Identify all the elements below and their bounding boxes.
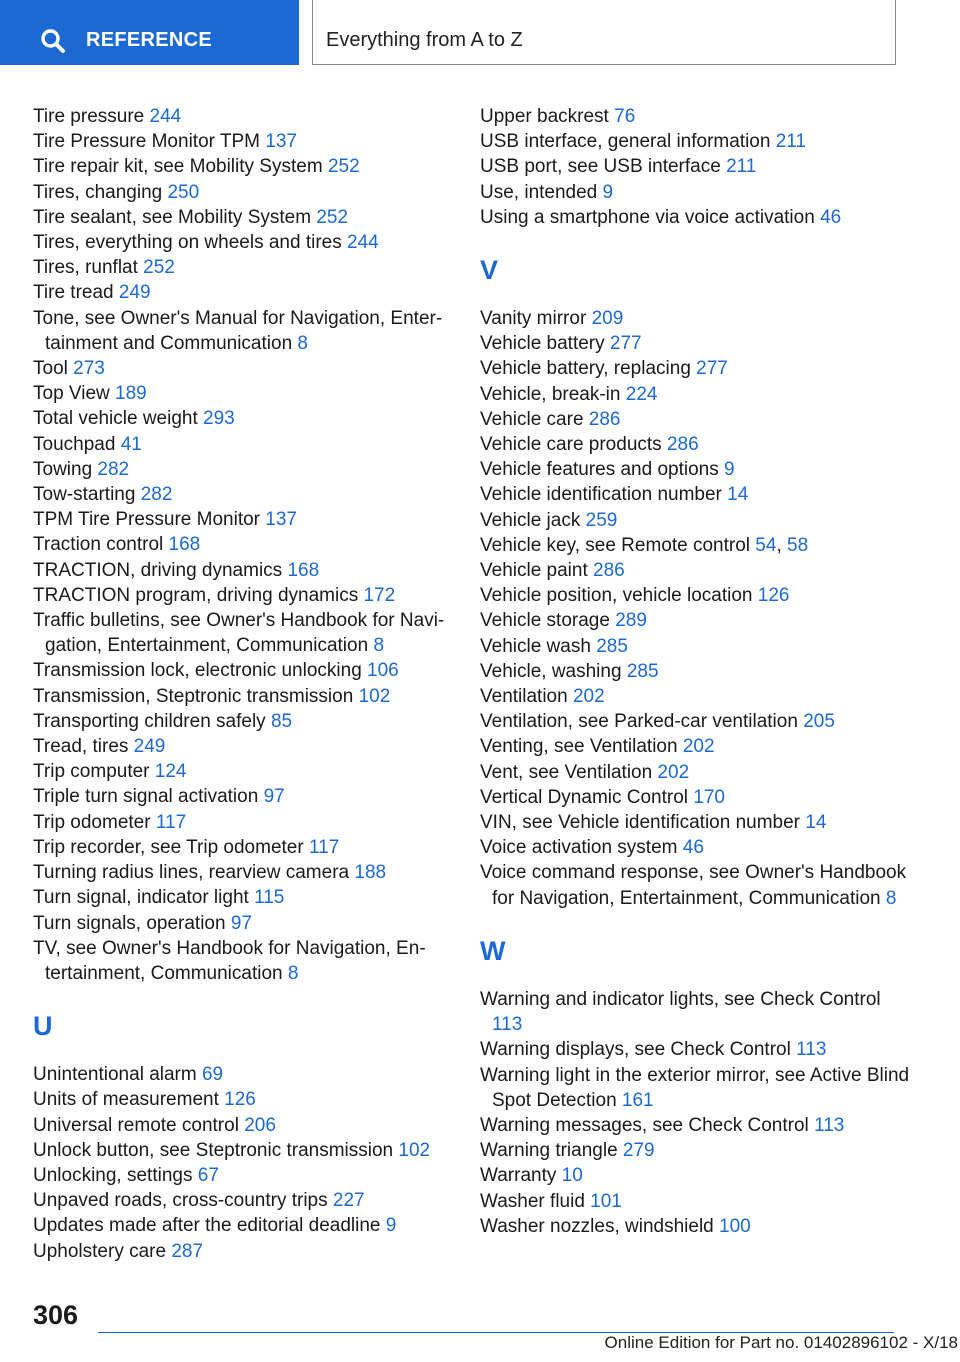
page-link[interactable]: 106: [367, 660, 399, 682]
index-entry: [33, 1062, 463, 1087]
index-entry-text: Vehicle features and options: [480, 459, 725, 481]
page-link[interactable]: 252: [316, 206, 349, 228]
page-link[interactable]: 211: [726, 156, 757, 178]
index-entry: [33, 205, 463, 230]
index-entry: [33, 280, 463, 305]
page-link[interactable]: 85: [270, 710, 293, 732]
page-link[interactable]: 76: [614, 106, 636, 127]
index-entry: [33, 154, 463, 179]
index-entry: [33, 911, 463, 936]
index-entry-text: Ventilation, see Parked-car ventilation: [480, 711, 804, 733]
index-entry-text: Touchpad: [33, 433, 121, 455]
index-entry-text: Transporting children safely: [33, 710, 271, 732]
page-link[interactable]: 277: [696, 358, 728, 380]
index-entry: [480, 129, 910, 154]
index-entry-text: Warning triangle: [480, 1140, 623, 1162]
index-entry-text: Trip computer: [33, 761, 155, 783]
index-letter-heading: U: [33, 1011, 53, 1042]
index-entry: [480, 785, 910, 810]
page-link[interactable]: 137: [265, 509, 297, 531]
index-entry: [480, 1063, 910, 1113]
index-entry: [480, 810, 910, 835]
index-entry-text: Universal remote control: [33, 1114, 245, 1136]
index-entry-text: Warning and indicator lights, see Check Control: [480, 988, 881, 1010]
index-entry: [33, 558, 463, 583]
index-entry-text: Vehicle identification number: [480, 484, 728, 506]
index-entry-text: Top View: [33, 383, 116, 405]
footer-edition: Online Edition for Part no. 01402896102 - X/18: [604, 1333, 958, 1352]
index-entry: [33, 810, 463, 835]
index-entry: [33, 835, 463, 860]
page-link[interactable]: 277: [609, 333, 642, 355]
page-link[interactable]: 289: [615, 610, 647, 632]
index-entry: [480, 709, 910, 734]
reference-tab[interactable]: [0, 0, 299, 65]
index-entry-text: Tires, everything on wheels and tires: [33, 232, 348, 254]
page-link[interactable]: 67: [197, 1164, 219, 1186]
index-entry: [480, 432, 910, 457]
index-entry-text: Washer nozzles, windshield: [480, 1215, 720, 1237]
index-entry-text: Tire tread: [33, 282, 119, 304]
page-link[interactable]: 170: [693, 786, 725, 808]
index-entry-text: Vehicle battery, replacing: [480, 358, 697, 380]
index-entry: [480, 860, 910, 910]
page-link[interactable]: 282: [97, 458, 130, 480]
index-entry: [33, 406, 463, 431]
page-link[interactable]: 168: [287, 559, 320, 581]
page-link[interactable]: 250: [167, 181, 200, 203]
page-link[interactable]: 69: [201, 1064, 224, 1086]
index-entry-text: Ventilation: [480, 686, 573, 708]
index-entry: [480, 306, 910, 331]
page-link[interactable]: 8: [885, 887, 897, 909]
page-link[interactable]: 282: [140, 484, 173, 506]
index-entry-text: Vehicle jack: [480, 509, 586, 531]
index-entry-text: Turn signals, operation: [33, 912, 231, 934]
page-link[interactable]: 8: [373, 635, 385, 657]
index-entry: [33, 709, 463, 734]
reference-tab-label: REFERENCE: [86, 29, 213, 51]
page-link[interactable]: 58: [787, 534, 809, 556]
index-entry: [33, 684, 463, 709]
index-entry-text: Vehicle, washing: [480, 660, 627, 682]
index-entry: [480, 734, 910, 759]
page-link[interactable]: 244: [347, 232, 379, 254]
index-entry-text: Vehicle, break-in: [480, 383, 626, 405]
page-link[interactable]: 211: [775, 131, 807, 153]
page-link[interactable]: 189: [115, 383, 147, 405]
page-link[interactable]: 279: [622, 1140, 655, 1162]
index-entry-text: Warranty: [480, 1165, 562, 1187]
index-entry: [480, 205, 910, 230]
index-entry-text: Tone, see Owner's Manual for Navigation, Entertainment and Communication: [33, 307, 443, 354]
index-entry-text: USB interface, general information: [480, 131, 776, 153]
index-entry-text: Vanity mirror: [480, 308, 592, 330]
page-link[interactable]: 161: [621, 1089, 654, 1111]
index-entry-text: TPM Tire Pressure Monitor: [33, 509, 266, 531]
page-link[interactable]: 101: [590, 1190, 622, 1212]
index-entry: [33, 457, 463, 482]
index-entry-text: Voice activation system: [480, 837, 683, 859]
page-link[interactable]: 10: [561, 1165, 583, 1187]
index-entry: [480, 508, 910, 533]
search-icon: [40, 28, 66, 54]
page-link[interactable]: 286: [666, 434, 699, 456]
index-entry: [480, 659, 910, 684]
page-link[interactable]: 126: [757, 585, 790, 607]
index-entry: [480, 1214, 910, 1239]
index-entry: [480, 154, 910, 179]
index-entry-text: Upholstery care: [33, 1240, 172, 1262]
page-link[interactable]: 209: [591, 308, 624, 330]
index-entry: [33, 784, 463, 809]
index-entry: [480, 457, 910, 482]
page-link[interactable]: 9: [385, 1215, 397, 1237]
index-entry-text: Traction control: [33, 534, 169, 556]
index-entry: [480, 1037, 910, 1062]
index-entry-text: Tire pressure: [33, 106, 150, 127]
index-entry-text: Traffic bulletins, see Owner's Handbook for Navigation, Entertainment, Communication: [33, 610, 445, 657]
page-link[interactable]: 9: [724, 459, 735, 481]
index-entry-text: Turning radius lines, rearview camera: [33, 862, 355, 884]
index-entry: [480, 482, 910, 507]
index-entry: [480, 558, 910, 583]
page-number: 306: [33, 1300, 79, 1330]
page-link[interactable]: 202: [657, 761, 690, 783]
index-entry: [33, 658, 463, 683]
page-link[interactable]: 188: [354, 862, 387, 884]
page-link[interactable]: 205: [803, 711, 835, 733]
page-link[interactable]: 287: [171, 1240, 204, 1262]
index-entry: [33, 759, 463, 784]
page-link[interactable]: 41: [120, 433, 142, 455]
page-link[interactable]: 126: [224, 1089, 256, 1111]
page-link[interactable]: 168: [168, 534, 201, 556]
index-entry: [33, 255, 463, 280]
index-entry-text: TRACTION, driving dynamics: [33, 559, 288, 581]
index-entry-text: Updates made after the editorial deadline: [33, 1215, 386, 1237]
page-link[interactable]: 54: [755, 534, 777, 556]
index-entry-text: Vent, see Ventilation: [480, 761, 658, 783]
index-entry: [33, 306, 463, 356]
index-entry: [33, 608, 463, 658]
page-link[interactable]: 8: [287, 962, 299, 984]
index-entry: [33, 104, 463, 129]
index-entry-text: Vehicle wash: [480, 635, 597, 657]
index-entry: [33, 936, 463, 986]
index-entry: [480, 608, 910, 633]
index-entry-text: Venting, see Ventilation: [480, 736, 683, 758]
page-link[interactable]: 285: [626, 660, 659, 682]
index-entry-text: Unpaved roads, cross-country trips: [33, 1190, 333, 1212]
index-entry-text: Tires, runflat: [33, 257, 144, 279]
index-entry-text: Unlock button, see Steptronic transmission: [33, 1139, 399, 1161]
index-entry: [33, 180, 463, 205]
page-link[interactable]: 224: [625, 383, 658, 405]
page-link[interactable]: 206: [244, 1114, 276, 1136]
index-entry: [480, 634, 910, 659]
page-link[interactable]: 137: [265, 131, 297, 153]
index-entry: [33, 532, 463, 557]
index-entry: [33, 885, 463, 910]
index-entry-text: Vehicle battery: [480, 333, 610, 355]
page-link[interactable]: 115: [254, 887, 285, 909]
index-entry: [480, 835, 910, 860]
index-entry: [33, 1113, 463, 1138]
index-entry: [480, 684, 910, 709]
index-entry-text: Tow-starting: [33, 484, 141, 506]
page-link[interactable]: 97: [263, 786, 285, 808]
page-link[interactable]: 113: [796, 1039, 827, 1061]
index-entry-text: Vehicle storage: [480, 610, 616, 632]
index-entry-text: Tread, tires: [33, 736, 134, 758]
page-link[interactable]: 202: [682, 736, 715, 758]
index-entry-text: TRACTION program, driving dynamics: [33, 584, 364, 606]
index-entry: [480, 407, 910, 432]
page-link[interactable]: 252: [143, 257, 175, 279]
index-entry: [33, 482, 463, 507]
index-column-left: [33, 104, 463, 1264]
page-link[interactable]: 113: [814, 1114, 845, 1136]
index-entry-text: Transmission lock, electronic unlocking: [33, 660, 368, 682]
page-link[interactable]: 102: [398, 1139, 431, 1161]
index-entry-text: Vehicle paint: [480, 560, 594, 582]
index-entry-text: Towing: [33, 458, 98, 480]
section-title-box: [312, 0, 896, 65]
index-entry: Vehicle key, see Remote control 54, 58: [480, 534, 809, 556]
index-entry: [33, 432, 463, 457]
index-entry-text: Unlocking, settings: [33, 1164, 198, 1186]
index-entry: [480, 1189, 910, 1214]
index-entry: [33, 129, 463, 154]
index-entry-text: Total vehicle weight: [33, 408, 204, 430]
page-link[interactable]: 14: [805, 812, 827, 834]
page-link[interactable]: 286: [588, 408, 621, 430]
page-link[interactable]: 252: [327, 156, 360, 178]
index-entry-text: Vehicle care: [480, 408, 589, 430]
index-entry-text: Vehicle care products: [480, 434, 667, 456]
index-entry-text: Use, intended: [480, 181, 603, 203]
index-entry-text: Vertical Dynamic Control: [480, 786, 694, 808]
index-entry: [33, 1163, 463, 1188]
index-entry-text: Warning messages, see Check Control: [480, 1114, 815, 1136]
index-entry-text: Tire sealant, see Mobility System: [33, 206, 317, 228]
index-entry-text: Turn signal, indicator light: [33, 887, 255, 909]
index-entry-text: Warning displays, see Check Control: [480, 1039, 797, 1061]
index-entry-text: Vehicle key, see Remote control: [480, 534, 756, 556]
index-entry-text: USB port, see USB interface: [480, 156, 727, 178]
page-link[interactable]: 244: [149, 106, 182, 127]
index-entry-text: Triple turn signal activation: [33, 786, 264, 808]
page-link[interactable]: 46: [682, 837, 704, 859]
page-link[interactable]: 117: [308, 836, 340, 858]
page-link[interactable]: 249: [118, 282, 151, 304]
index-entry: [33, 734, 463, 759]
page-link[interactable]: 46: [820, 206, 842, 228]
index-entry: [33, 1213, 463, 1238]
index-entry: [480, 104, 910, 129]
index-letter-heading: W: [480, 935, 506, 966]
index-entry: [33, 507, 463, 532]
index-entry: [33, 583, 463, 608]
page-link[interactable]: 102: [358, 685, 391, 707]
index-entry: [33, 381, 463, 406]
index-entry-text: Trip odometer: [33, 811, 156, 833]
section-title: Everything from A to Z: [326, 29, 523, 51]
index-entry: [480, 356, 910, 381]
index-entry: [480, 1163, 910, 1188]
page-link[interactable]: 259: [585, 509, 618, 531]
index-entry-text: VIN, see Vehicle identification number: [480, 812, 806, 834]
page-link[interactable]: 293: [203, 408, 235, 430]
index-entry: [480, 382, 910, 407]
page-link[interactable]: 286: [593, 560, 625, 582]
index-entry-text: Using a smartphone via voice activation: [480, 206, 821, 228]
index-entry-text: Unintentional alarm: [33, 1064, 202, 1086]
index-entry-text: Tires, changing: [33, 181, 168, 203]
index-entry: [480, 583, 910, 608]
page-link[interactable]: 124: [154, 761, 187, 783]
index-entry: [480, 180, 910, 205]
page-header: [0, 0, 960, 66]
index-entry: [480, 1113, 910, 1138]
index-entry-text: Trip recorder, see Trip odometer: [33, 836, 309, 858]
index-entry-text: Vehicle position, vehicle location: [480, 585, 758, 607]
index-entry-text: Tool: [33, 358, 74, 380]
index-entry-text: Tire Pressure Monitor TPM: [33, 131, 266, 153]
index-letter-heading: V: [480, 255, 499, 286]
page-link[interactable]: 113: [492, 1014, 523, 1036]
index-entry: [480, 987, 910, 1037]
index-entry-text: Voice command response, see Owner's Handbook for Navigation, Entertainment, Communication: [480, 862, 907, 909]
index-entry: [480, 1138, 910, 1163]
index-entry: [33, 1188, 463, 1213]
page-link[interactable]: 117: [155, 811, 187, 833]
index-entry: [33, 1138, 463, 1163]
index-entry-text: Upper backrest: [480, 106, 615, 127]
page-link[interactable]: 285: [596, 635, 628, 657]
index-entry-text: Transmission, Steptronic transmission: [33, 685, 359, 707]
index-entry-text: Tire repair kit, see Mobility System: [33, 156, 328, 178]
page-link[interactable]: 8: [297, 332, 308, 354]
page-link[interactable]: 9: [602, 181, 614, 203]
page-link[interactable]: 273: [73, 358, 105, 380]
index-entry: [33, 230, 463, 255]
index-entry: [33, 1087, 463, 1112]
index-column-right: [480, 104, 910, 1239]
page-link[interactable]: 227: [332, 1190, 365, 1212]
page-link[interactable]: 14: [727, 484, 749, 506]
index-entry: [33, 860, 463, 885]
index-entry-text: Warning light in the exterior mirror, see Active Blind Spot Detection: [480, 1064, 910, 1111]
page-link[interactable]: 100: [719, 1215, 751, 1237]
index-entry: [480, 331, 910, 356]
index-entry: [480, 760, 910, 785]
index-entry-text: Washer fluid: [480, 1190, 591, 1212]
index-entry-text: Units of measurement: [33, 1089, 225, 1111]
index-entry: [33, 1239, 463, 1264]
index-entry: [33, 356, 463, 381]
page-link[interactable]: 97: [230, 912, 252, 934]
index-entry-text: TV, see Owner's Handbook for Navigation, Entertainment, Communication: [33, 937, 426, 984]
page-link[interactable]: 202: [572, 686, 605, 708]
page-link[interactable]: 249: [133, 736, 166, 758]
page-link[interactable]: 172: [363, 584, 396, 606]
